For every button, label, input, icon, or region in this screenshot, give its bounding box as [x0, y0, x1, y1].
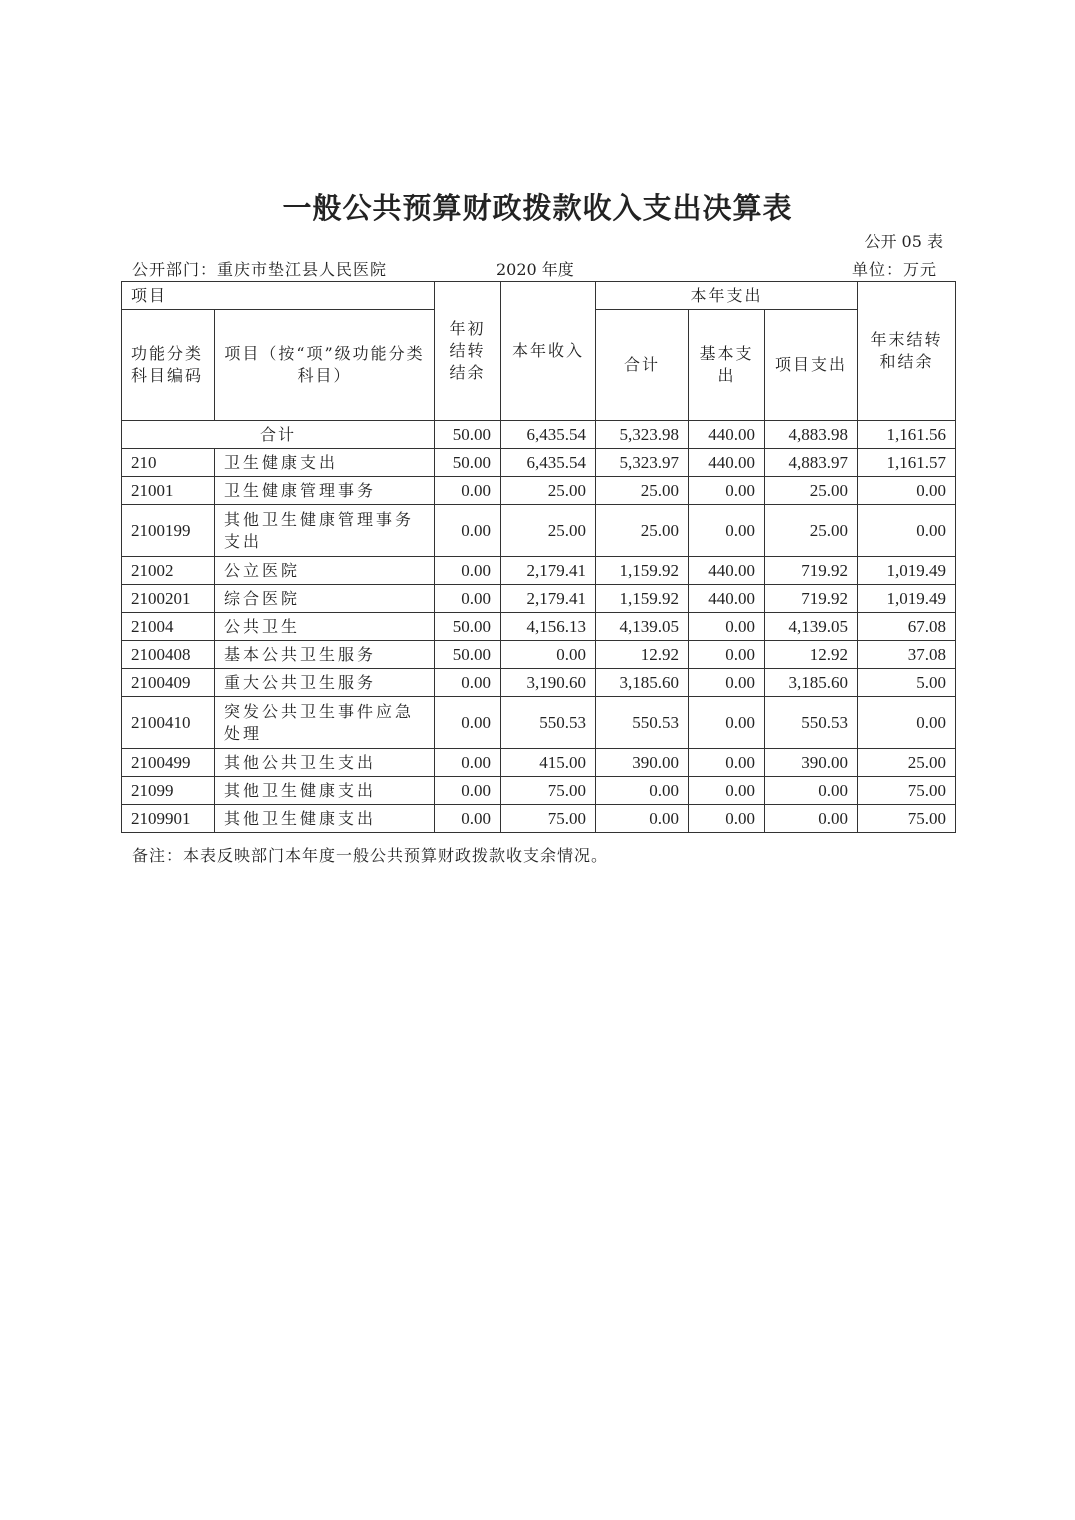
row-name: 卫生健康支出 — [215, 449, 435, 477]
row-code: 2100201 — [122, 585, 215, 613]
row-project: 390.00 — [765, 749, 858, 777]
row-total: 1,159.92 — [596, 557, 689, 585]
row-income: 4,156.13 — [501, 613, 596, 641]
row-name: 公共卫生 — [215, 613, 435, 641]
total-basic: 440.00 — [689, 421, 765, 449]
total-row — [122, 421, 956, 449]
row-project: 719.92 — [765, 585, 858, 613]
department-label: 公开部门：重庆市垫江县人民医院 — [132, 260, 388, 279]
header-name: 项目（按“项”级功能分类科目） — [215, 310, 435, 421]
row-name: 综合医院 — [215, 585, 435, 613]
table-row — [122, 557, 956, 585]
row-income: 550.53 — [501, 697, 596, 749]
row-name: 其他公共卫生支出 — [215, 749, 435, 777]
table-row — [122, 749, 956, 777]
row-basic: 0.00 — [689, 613, 765, 641]
header-closing-balance: 年末结转和结余 — [858, 282, 956, 421]
row-total: 1,159.92 — [596, 585, 689, 613]
table-row — [122, 697, 956, 749]
row-total: 25.00 — [596, 505, 689, 557]
row-code: 2100408 — [122, 641, 215, 669]
row-name: 突发公共卫生事件应急处理 — [215, 697, 435, 749]
row-name: 其他卫生健康支出 — [215, 777, 435, 805]
row-closing: 0.00 — [858, 697, 956, 749]
row-income: 0.00 — [501, 641, 596, 669]
row-project: 4,139.05 — [765, 613, 858, 641]
row-opening: 0.00 — [435, 477, 501, 505]
row-project: 550.53 — [765, 697, 858, 749]
row-code: 21004 — [122, 613, 215, 641]
row-closing: 75.00 — [858, 777, 956, 805]
row-income: 75.00 — [501, 805, 596, 833]
row-closing: 1,019.49 — [858, 557, 956, 585]
header-project: 项目 — [122, 282, 435, 310]
total-expense: 5,323.98 — [596, 421, 689, 449]
row-project: 4,883.97 — [765, 449, 858, 477]
row-name: 其他卫生健康管理事务支出 — [215, 505, 435, 557]
row-income: 25.00 — [501, 477, 596, 505]
table-row — [122, 449, 956, 477]
header-opening-balance: 年初结转结余 — [435, 282, 501, 421]
row-opening: 0.00 — [435, 805, 501, 833]
row-project: 25.00 — [765, 505, 858, 557]
row-basic: 440.00 — [689, 585, 765, 613]
row-opening: 50.00 — [435, 449, 501, 477]
budget-table — [121, 281, 956, 833]
row-opening: 50.00 — [435, 641, 501, 669]
row-opening: 0.00 — [435, 749, 501, 777]
row-code: 210 — [122, 449, 215, 477]
row-project: 0.00 — [765, 805, 858, 833]
row-total: 5,323.97 — [596, 449, 689, 477]
row-name: 公立医院 — [215, 557, 435, 585]
row-opening: 0.00 — [435, 697, 501, 749]
row-code: 2100410 — [122, 697, 215, 749]
header-total: 合计 — [596, 310, 689, 421]
row-opening: 0.00 — [435, 777, 501, 805]
row-total: 550.53 — [596, 697, 689, 749]
row-code: 2100499 — [122, 749, 215, 777]
row-code: 21099 — [122, 777, 215, 805]
row-opening: 0.00 — [435, 585, 501, 613]
header-code: 功能分类科目编码 — [122, 310, 215, 421]
row-project: 719.92 — [765, 557, 858, 585]
row-basic: 440.00 — [689, 449, 765, 477]
row-basic: 0.00 — [689, 805, 765, 833]
row-code: 21002 — [122, 557, 215, 585]
row-closing: 1,019.49 — [858, 585, 956, 613]
row-closing: 1,161.57 — [858, 449, 956, 477]
row-opening: 50.00 — [435, 613, 501, 641]
header-basic: 基本支出 — [689, 310, 765, 421]
row-basic: 0.00 — [689, 669, 765, 697]
header-expense-group: 本年支出 — [596, 282, 858, 310]
row-basic: 440.00 — [689, 557, 765, 585]
row-total: 3,185.60 — [596, 669, 689, 697]
header-project-expense: 项目支出 — [765, 310, 858, 421]
header-row-1 — [122, 282, 956, 310]
row-project: 0.00 — [765, 777, 858, 805]
row-closing: 37.08 — [858, 641, 956, 669]
row-income: 6,435.54 — [501, 449, 596, 477]
total-opening: 50.00 — [435, 421, 501, 449]
row-opening: 0.00 — [435, 557, 501, 585]
row-project: 25.00 — [765, 477, 858, 505]
row-closing: 75.00 — [858, 805, 956, 833]
page-title: 一般公共预算财政拨款收入支出决算表 — [282, 191, 793, 225]
row-total: 390.00 — [596, 749, 689, 777]
row-income: 2,179.41 — [501, 557, 596, 585]
table-row — [122, 669, 956, 697]
row-income: 75.00 — [501, 777, 596, 805]
row-income: 2,179.41 — [501, 585, 596, 613]
table-row — [122, 505, 956, 557]
row-income: 25.00 — [501, 505, 596, 557]
total-label: 合计 — [122, 421, 435, 449]
row-code: 2109901 — [122, 805, 215, 833]
row-total: 0.00 — [596, 777, 689, 805]
footnote: 备注：本表反映部门本年度一般公共预算财政拨款收支余情况。 — [132, 846, 609, 865]
row-name: 基本公共卫生服务 — [215, 641, 435, 669]
unit-label: 单位：万元 — [851, 260, 937, 279]
row-basic: 0.00 — [689, 777, 765, 805]
table-row — [122, 641, 956, 669]
row-basic: 0.00 — [689, 697, 765, 749]
year-label: 2020 年度 — [496, 260, 574, 279]
row-basic: 0.00 — [689, 749, 765, 777]
row-name: 卫生健康管理事务 — [215, 477, 435, 505]
row-name: 其他卫生健康支出 — [215, 805, 435, 833]
table-row — [122, 613, 956, 641]
row-project: 3,185.60 — [765, 669, 858, 697]
row-closing: 5.00 — [858, 669, 956, 697]
row-basic: 0.00 — [689, 477, 765, 505]
row-basic: 0.00 — [689, 641, 765, 669]
row-closing: 25.00 — [858, 749, 956, 777]
table-row — [122, 585, 956, 613]
header-income: 本年收入 — [501, 282, 596, 421]
table-row — [122, 777, 956, 805]
row-code: 21001 — [122, 477, 215, 505]
row-income: 415.00 — [501, 749, 596, 777]
form-number: 公开 05 表 — [864, 232, 943, 251]
row-total: 25.00 — [596, 477, 689, 505]
row-code: 2100199 — [122, 505, 215, 557]
table-row — [122, 805, 956, 833]
row-opening: 0.00 — [435, 669, 501, 697]
total-project: 4,883.98 — [765, 421, 858, 449]
row-closing: 0.00 — [858, 505, 956, 557]
row-closing: 67.08 — [858, 613, 956, 641]
total-income: 6,435.54 — [501, 421, 596, 449]
row-basic: 0.00 — [689, 505, 765, 557]
row-project: 12.92 — [765, 641, 858, 669]
table-row — [122, 477, 956, 505]
row-total: 0.00 — [596, 805, 689, 833]
row-code: 2100409 — [122, 669, 215, 697]
row-total: 12.92 — [596, 641, 689, 669]
total-closing: 1,161.56 — [858, 421, 956, 449]
row-income: 3,190.60 — [501, 669, 596, 697]
row-total: 4,139.05 — [596, 613, 689, 641]
row-name: 重大公共卫生服务 — [215, 669, 435, 697]
row-opening: 0.00 — [435, 505, 501, 557]
row-closing: 0.00 — [858, 477, 956, 505]
